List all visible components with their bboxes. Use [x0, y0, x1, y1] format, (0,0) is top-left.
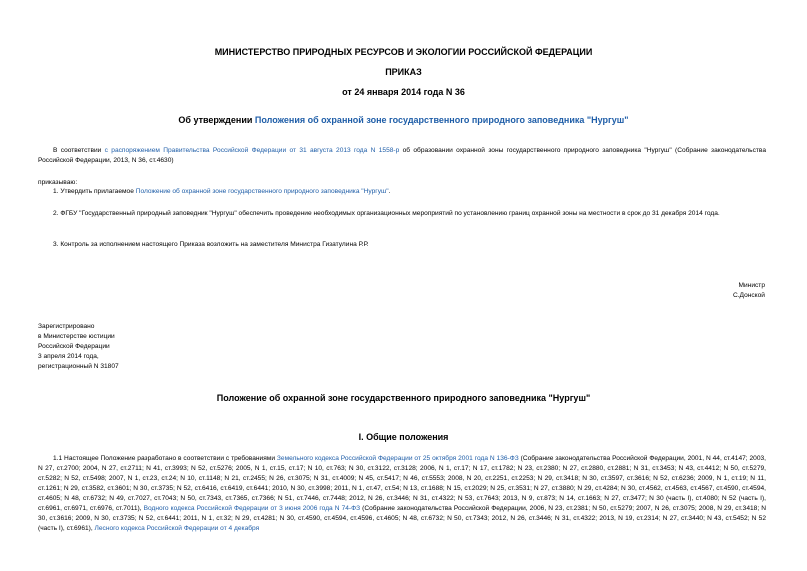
item-1-prefix: 1. Утвердить прилагаемое: [53, 188, 136, 195]
registration-line-4: 3 апреля 2014 года,: [38, 353, 99, 360]
item-1-suffix: .: [388, 188, 391, 195]
water-code-link[interactable]: Водного кодекса Российской Федерации от 3 июня 2006 года N 74-ФЗ: [143, 505, 361, 512]
p1-text-c: (Собрание законодательства Российской Федерации, 2006, N 23, ст.2381; N 50, ст.5279; 2007, N 26, ст.3075; 2008, N 29, ст.3418; N 30, ст.3616; 2009, N 30, ст.3735; N 52, ст.6441; 2011, N 1, ст.32; N 29, ст.4281; N 30, ст.4590, ст.4594, ст.4596, ст.4605; N 48, ст.6732; N 50, ст.7343; 2012, N 26, ст.3446; N 31, ст.4322; 2013, N 19, ст.2314; N 27, ст.3440; N 43, ст.5452; N 52 (часть I), ст.6961),: [38, 505, 766, 532]
land-code-link[interactable]: Земельного кодекса Российской Федерации от 25 октября 2001 года N 136-ФЗ: [276, 455, 519, 462]
signature-position: Министр: [738, 282, 765, 289]
order-title-prefix: Об утверждении: [178, 115, 255, 125]
order-title: [0, 115, 807, 125]
ministry-heading: МИНИСТЕРСТВО ПРИРОДНЫХ РЕСУРСОВ И ЭКОЛОГИИ РОССИЙСКОЙ ФЕДЕРАЦИИ: [214, 47, 593, 57]
p1-text-b: (Собрание законодательства Российской Федерации, 2001, N 44, ст.4147; 2003, N 27, ст.2700; 2004, N 27, ст.2711; N 41, ст.3993; N 52, ст.5276; 2005, N 1, ст.15, ст.17; N 10, ст.763; N 30, ст.3122, ст.3128; 2006, N 1, ст.17; N 17, ст.1782; N 23, ст.2380; N 27, ст.2880, ст.2881; N 31, ст.3453; N 43, ст.4412; N 50, ст.5279, ст.5282; N 52, ст.5498; 2007, N 1, ст.23, ст.24; N 10, ст.1148; N 21, ст.2455; N 26, ст.3075; N 31, ст.4009; N 45, ст.5417; N 46, ст.5553; 2008, N 20, ст.2251, ст.2253; N 29, ст.3418; N 30, ст.3597, ст.3616; N 52, ст.6236; 2009, N 1, ст.19; N 11, ст.1261; N 29, ст.3582, ст.3601; N 30, ст.3735; N 52, ст.6416, ст.6419, ст.6441; 2010, N 30, ст.3998; 2011, N 1, ст.47, ст.54; N 13, ст.1688; N 15, ст.2029; N 25, ст.3531; N 27, ст.3880; N 29, ст.4284; N 30, ст.4562, ст.4563, ст.4567, ст.4590, ст.4594, ст.4605; N 48, ст.6732; N 49, ст.7027, ст.7043; N 50, ст.7343, ст.7365, ст.7366; N 51, ст.7446, ст.7448; 2012, N 26, ст.3446; N 31, ст.4322; N 53, ст.7643; 2013, N 9, ст.873; N 14, ст.1663; N 27, ст.3477; N 30 (часть I), ст.4080; N 52 (часть I), ст.6961, ст.6971, ст.6976, ст.7011),: [38, 455, 767, 512]
item-2: 2. ФГБУ "Государственный природный заповедник "Нургуш" обеспечить проведение необходимых организационных мероприятий по установлению границ охранной зоны на местности в срок до 31 декабря 2014 года.: [53, 210, 720, 217]
regulation-link-item-1[interactable]: Положение об охранной зоне государственного природного заповедника "Нургуш": [135, 188, 389, 195]
preamble-text-2: об образовании охранной зоны государственного природного заповедника "Нургуш" (Собрание законодательства Российской Федерации, 2013, N 36, ст.4630): [38, 147, 767, 164]
section-heading: I. Общие положения: [358, 432, 449, 442]
p1-text-a: 1.1 Настоящее Положение разработано в соответствии с требованиями: [53, 455, 277, 462]
registration-line-5: регистрационный N 31807: [38, 363, 119, 370]
paragraph-1-1: [38, 454, 766, 534]
registration-line-2: в Министерстве юстиции: [38, 333, 115, 340]
preamble-paragraph: [38, 146, 766, 166]
forest-code-link[interactable]: Лесного кодекса Российской Федерации от 4 декабря: [94, 525, 260, 532]
regulation-link[interactable]: Положения об охранной зоне государственного природного заповедника "Нургуш": [254, 115, 629, 125]
preamble-text-1: В соответствии: [53, 147, 105, 154]
government-order-link[interactable]: с распоряжением Правительства Российской Федерации от 31 августа 2013 года N 1558-р: [104, 147, 400, 154]
date-number-heading: от 24 января 2014 года N 36: [342, 87, 465, 97]
appendix-title: Положение об охранной зоне государственного природного заповедника "Нургуш": [216, 393, 591, 403]
item-3: 3. Контроль за исполнением настоящего Приказа возложить на заместителя Министра Гизатулина Р.Р.: [53, 241, 369, 248]
signature-name: С.Донской: [732, 292, 765, 299]
doc-type-heading: ПРИКАЗ: [385, 67, 422, 77]
item-1: [53, 187, 390, 197]
registration-line-3: Российской Федерации: [38, 343, 110, 350]
registration-line-1: Зарегистрировано: [38, 323, 95, 330]
order-word: приказываю:: [38, 179, 78, 186]
